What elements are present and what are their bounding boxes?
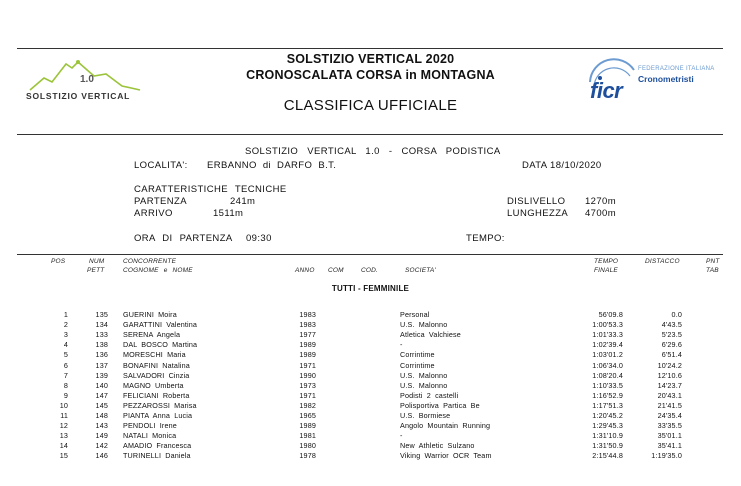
finish-value: 1511m <box>213 208 244 219</box>
row-year: 1989 <box>299 340 316 350</box>
row-pos: 8 <box>63 380 68 390</box>
row-bib: 148 <box>95 411 108 420</box>
row-club: U.S. Bormiese <box>400 411 451 420</box>
row-club: New Athletic Sulzano <box>400 441 475 451</box>
col-gap: DISTACCO <box>645 258 680 265</box>
row-bib: 140 <box>95 380 108 390</box>
row-name: GARATTINI Valentina <box>123 320 198 330</box>
start-label: PARTENZA <box>134 196 187 207</box>
row-gap: 35'01.1 <box>657 431 682 441</box>
col-cod: COD. <box>361 267 379 274</box>
row-year: 1983 <box>299 320 316 330</box>
ficr-federation-line2: Cronometristi <box>638 74 694 84</box>
row-pos: 14 <box>59 441 68 451</box>
header-line1: SOLSTIZIO VERTICAL 2020 <box>286 52 455 66</box>
row-club: Corrintime <box>400 360 435 370</box>
col-pett: PETT <box>87 267 105 274</box>
start-value: 241m <box>230 196 256 207</box>
row-club: Atletica Valchiese <box>400 330 461 340</box>
row-name: AMADIO Francesca <box>123 441 192 451</box>
row-name: FELICIANI Roberta <box>123 390 190 400</box>
row-year: 1973 <box>299 380 316 390</box>
col-num: NUM <box>89 258 105 265</box>
col-name: COGNOME e NOME <box>123 267 193 274</box>
row-time: 1:02'39.4 <box>592 340 623 350</box>
row-gap: 1:19'35.0 <box>651 451 682 461</box>
row-bib: 147 <box>95 390 108 400</box>
time-label: TEMPO: <box>466 233 505 244</box>
row-time: 1:20'45.2 <box>592 411 623 420</box>
row-gap: 6'29.6 <box>661 340 682 350</box>
length-label: LUNGHEZZA <box>507 208 569 219</box>
locality-value: ERBANNO di DARFO B.T. <box>207 160 337 171</box>
row-club: - <box>400 431 403 441</box>
start-time-value: 09:30 <box>246 233 272 244</box>
col-pnt: PNT <box>706 258 720 265</box>
row-time: 1:29'45.3 <box>592 421 623 431</box>
start-time-label: ORA DI PARTENZA <box>134 233 233 244</box>
row-time: 1:03'01.2 <box>592 350 623 360</box>
logo-version: 1.0 <box>80 74 94 85</box>
row-pos: 13 <box>59 431 68 441</box>
event-name: SOLSTIZIO VERTICAL 1.0 - CORSA PODISTICA <box>245 146 501 157</box>
row-club: U.S. Malonno <box>400 380 448 390</box>
row-bib: 137 <box>95 360 108 370</box>
row-gap: 35'41.1 <box>657 441 682 451</box>
row-year: 1977 <box>299 330 316 340</box>
header-bottom-rule <box>17 134 723 135</box>
row-time: 1:08'20.4 <box>592 370 623 380</box>
finish-label: ARRIVO <box>134 208 173 219</box>
tech-label: CARATTERISTICHE TECNICHE <box>134 184 287 195</box>
length-value: 4700m <box>585 208 617 219</box>
row-bib: 134 <box>95 320 108 330</box>
row-pos: 3 <box>63 330 68 340</box>
row-time: 1:16'52.9 <box>592 390 623 400</box>
page-title: CLASSIFICA UFFICIALE <box>283 97 458 114</box>
row-gap: 33'35.5 <box>657 421 682 431</box>
row-club: Podisti 2 castelli <box>400 390 459 400</box>
row-year: 1971 <box>299 360 316 370</box>
row-pos: 1 <box>63 310 68 319</box>
elevation-label: DISLIVELLO <box>507 196 566 207</box>
row-bib: 146 <box>95 451 108 461</box>
row-name: MORESCHI Maria <box>123 350 186 360</box>
row-gap: 10'24.2 <box>657 360 682 370</box>
row-name: PEZZAROSSI Marisa <box>123 400 197 410</box>
header-line2: CRONOSCALATA CORSA in MONTAGNA <box>246 68 495 82</box>
row-bib: 142 <box>95 441 108 451</box>
row-bib: 139 <box>95 370 108 380</box>
row-club: Angolo Mountain Running <box>400 421 491 431</box>
row-club: U.S. Malonno <box>400 370 448 380</box>
row-bib: 133 <box>95 330 108 340</box>
row-pos: 5 <box>63 350 68 360</box>
header-top-rule <box>17 48 723 49</box>
row-gap: 21'41.5 <box>657 400 682 410</box>
row-pos: 15 <box>59 451 68 461</box>
row-bib: 136 <box>95 350 108 360</box>
row-bib: 145 <box>95 400 108 410</box>
row-time: 2:15'44.8 <box>592 451 623 461</box>
table-head-rule <box>17 254 723 255</box>
row-name: GUERINI Moira <box>123 310 177 319</box>
row-pos: 9 <box>63 390 68 400</box>
row-name: PIANTA Anna Lucia <box>123 411 193 420</box>
row-year: 1978 <box>299 451 316 461</box>
category-title: TUTTI - FEMMINILE <box>331 284 410 293</box>
col-year: ANNO <box>295 267 315 274</box>
row-name: MAGNO Umberta <box>123 380 184 390</box>
event-date: DATA 18/10/2020 <box>522 160 602 171</box>
row-year: 1989 <box>299 421 316 431</box>
row-year: 1971 <box>299 390 316 400</box>
row-pos: 10 <box>59 400 68 410</box>
row-name: SERENA Angela <box>123 330 181 340</box>
row-time: 1:31'50.9 <box>592 441 623 451</box>
col-club: SOCIETA' <box>405 267 436 274</box>
col-com: COM <box>328 267 344 274</box>
col-tab: TAB <box>706 267 719 274</box>
col-competitor: CONCORRENTE <box>123 258 177 265</box>
row-year: 1990 <box>299 370 316 380</box>
logo-name: SOLSTIZIO VERTICAL <box>26 91 131 101</box>
row-time: 1:06'34.0 <box>592 360 623 370</box>
row-pos: 11 <box>60 411 68 420</box>
row-gap: 5'23.5 <box>661 330 682 340</box>
row-name: TURINELLI Daniela <box>123 451 191 461</box>
col-time: TEMPO <box>594 258 619 265</box>
ficr-federation-line1: FEDERAZIONE ITALIANA <box>638 66 715 72</box>
row-time: 56'09.8 <box>598 310 623 319</box>
row-club: - <box>400 340 403 350</box>
row-pos: 7 <box>63 370 68 380</box>
row-year: 1989 <box>299 350 316 360</box>
row-time: 1:17'51.3 <box>592 400 623 410</box>
row-name: SALVADORI Cinzia <box>123 370 190 380</box>
row-bib: 135 <box>95 310 108 319</box>
row-time: 1:01'33.3 <box>592 330 623 340</box>
row-pos: 12 <box>59 421 68 431</box>
row-club: U.S. Malonno <box>400 320 448 330</box>
row-name: PENDOLI Irene <box>123 421 177 431</box>
row-club: Corrintime <box>400 350 435 360</box>
row-club: Polisportiva Partica Be <box>400 400 480 410</box>
row-year: 1981 <box>299 431 316 441</box>
row-year: 1980 <box>299 441 316 451</box>
locality-label: LOCALITA': <box>134 160 188 171</box>
row-time: 1:00'53.3 <box>592 320 623 330</box>
row-year: 1983 <box>299 310 316 319</box>
row-name: BONAFINI Natalina <box>123 360 190 370</box>
row-gap: 20'43.1 <box>657 390 682 400</box>
row-gap: 4'43.5 <box>661 320 682 330</box>
row-name: DAL BOSCO Martina <box>123 340 198 350</box>
row-pos: 6 <box>63 360 68 370</box>
ficr-mark: ficr <box>590 78 623 103</box>
row-pos: 4 <box>63 340 68 350</box>
row-gap: 6'51.4 <box>661 350 682 360</box>
row-bib: 138 <box>95 340 108 350</box>
row-club: Viking Warrior OCR Team <box>400 451 492 461</box>
row-bib: 149 <box>95 431 108 441</box>
row-bib: 143 <box>95 421 108 431</box>
row-gap: 0.0 <box>671 310 682 319</box>
col-final: FINALE <box>594 267 618 274</box>
row-year: 1965 <box>299 411 316 420</box>
col-pos: POS <box>51 258 66 265</box>
row-name: NATALI Monica <box>123 431 177 441</box>
row-pos: 2 <box>63 320 68 330</box>
elevation-value: 1270m <box>585 196 617 207</box>
row-gap: 14'23.7 <box>657 380 682 390</box>
row-gap: 12'10.6 <box>657 370 682 380</box>
row-year: 1982 <box>299 400 316 410</box>
row-time: 1:31'10.9 <box>592 431 623 441</box>
row-time: 1:10'33.5 <box>592 380 623 390</box>
row-gap: 24'35.4 <box>657 411 682 420</box>
row-club: Personal <box>400 310 430 319</box>
